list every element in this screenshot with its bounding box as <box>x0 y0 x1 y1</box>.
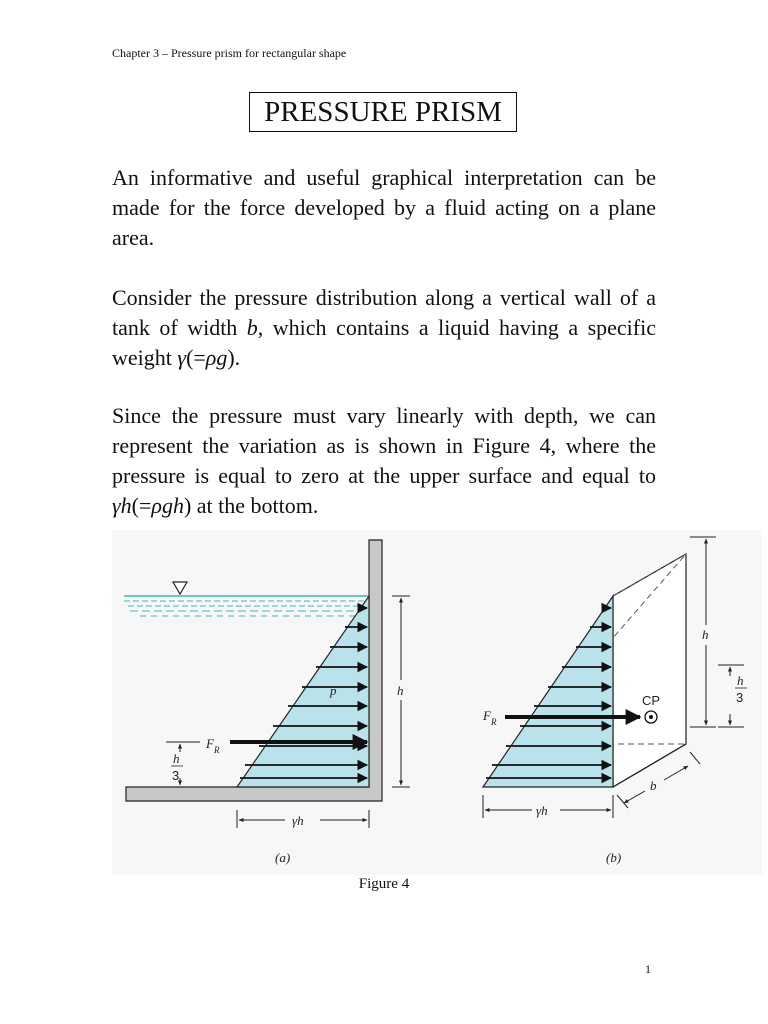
base-dimension-b <box>483 795 613 818</box>
h-label: h <box>397 683 404 698</box>
panel-b <box>482 537 747 865</box>
free-surface-icon <box>173 582 187 594</box>
h3-numerator: h <box>173 751 180 766</box>
prism-front <box>483 596 613 787</box>
chapter-header: Chapter 3 – Pressure prism for rectangular shape <box>112 46 347 60</box>
h3-numerator-b: h <box>737 673 744 688</box>
paragraph-2: Consider the pressure distribution along a vertical wall of a tank of width b, which contains a liquid having a specific weight γ(=ρg). <box>112 285 656 370</box>
pressure-triangle <box>237 596 369 787</box>
figure-4 <box>112 530 762 875</box>
back-plane <box>613 554 686 787</box>
b-label: b <box>650 778 657 793</box>
panel-a-label: (a) <box>275 850 291 865</box>
center-of-pressure-icon <box>645 711 657 723</box>
page-title: PRESSURE PRISM <box>249 92 517 132</box>
force-label: $F_R$ <box>206 736 220 755</box>
pressure-label: p <box>330 683 337 698</box>
water-surface <box>124 596 368 616</box>
cp-label: CP <box>642 693 661 708</box>
h3-denominator: 3 <box>172 768 180 783</box>
base-label-b: γh <box>536 803 548 818</box>
base-label: γh <box>292 813 304 828</box>
figure-caption: Figure 4 <box>358 876 410 892</box>
h-label-b: h <box>702 627 709 642</box>
force-label-b: $F_R$ <box>483 708 497 727</box>
panel-a <box>124 540 410 865</box>
paragraph-1: An informative and useful graphical interpretation can be made for the force developed by a fluid acting on a plane area. <box>112 165 656 250</box>
h3-denominator-b: 3 <box>736 690 744 705</box>
paragraph-3: Since the pressure must vary linearly with depth, we can represent the variation as is shown in Figure 4, where the pressure is equal to zero at the upper surface and equal to γh(=ρgh) at the bottom. <box>112 403 656 518</box>
panel-b-label: (b) <box>606 850 622 865</box>
page-number: 1 <box>645 962 651 976</box>
